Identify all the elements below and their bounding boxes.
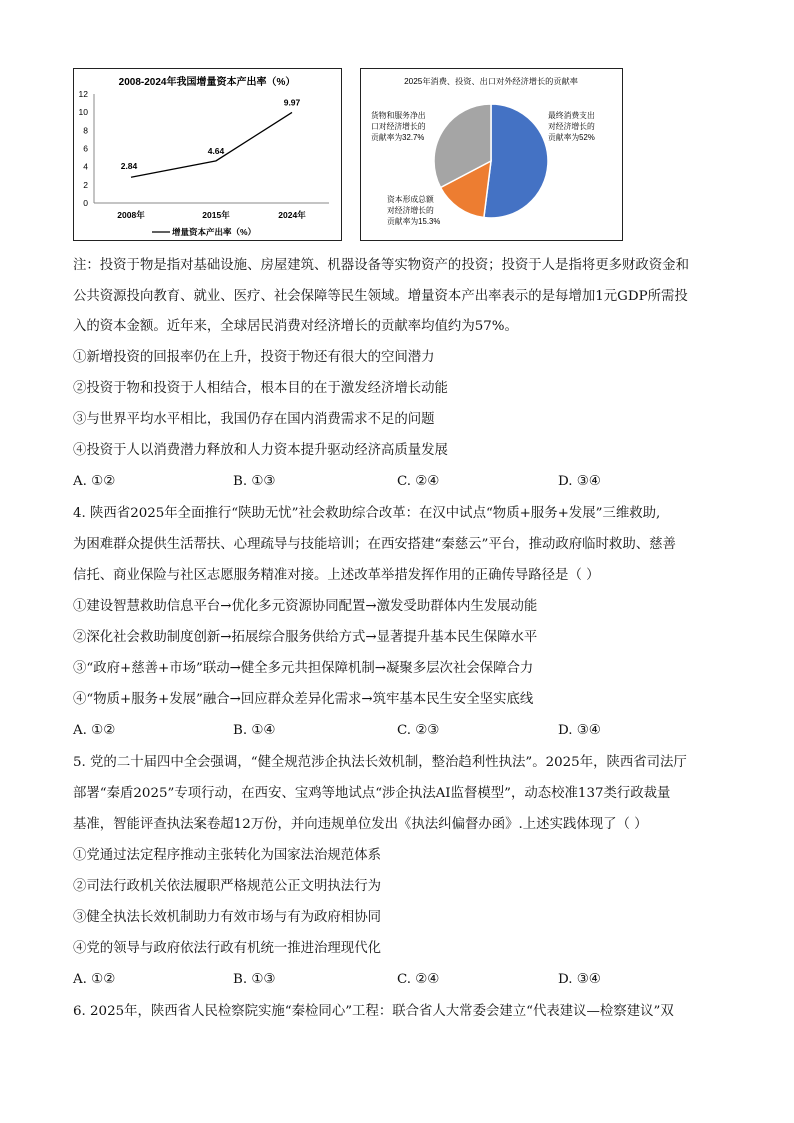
q5-statement-4: ④党的领导与政府依法行政有机统一推进治理现代化 <box>73 941 381 956</box>
y-tick-label: 4 <box>83 161 88 172</box>
slice-label-line: 贡献率为52% <box>548 133 595 142</box>
y-tick-label: 8 <box>83 125 88 136</box>
y-tick-label: 10 <box>78 107 88 118</box>
q4-stem-line-2: 为困难群众提供生活帮扶、心理疏导与技能培训；在西安搭建“秦慈云”平台，推动政府临时救助、慈善 <box>73 537 676 552</box>
q5-stem-line-3: 基准，智能评查执法案卷超12万份，并向违规单位发出《执法纠偏督办函》.上述实践体现了（ ） <box>73 817 648 832</box>
q4-statement-4: ④“物质+服务+发展”融合→回应群众差异化需求→筑牢基本民生安全坚实底线 <box>73 692 534 707</box>
q3-statement-3: ③与世界平均水平相比，我国仍存在国内消费需求不足的问题 <box>73 412 435 427</box>
q3-statement-1: ①新增投资的回报率仍在上升，投资于物还有很大的空间潜力 <box>73 350 435 365</box>
q3-option-b[interactable]: B. ①③ <box>233 474 276 489</box>
q4-option-a[interactable]: A. ①② <box>73 723 116 738</box>
slice-label-line: 货物和服务净出 <box>371 111 426 120</box>
q4-statement-3: ③“政府+慈善+市场”联动→健全多元共担保障机制→凝聚多层次社会保障合力 <box>73 661 534 676</box>
slice-label-line: 口对经济增长的 <box>371 122 426 131</box>
pie-chart-svg <box>361 69 622 240</box>
slice-label-line: 资本形成总额 <box>387 195 434 204</box>
q5-statement-2: ②司法行政机关依法履职严格规范公正文明执法行为 <box>73 879 381 894</box>
chart-contribution-to-growth <box>360 68 623 241</box>
slice-label-line: 贡献率为15.3% <box>387 217 441 226</box>
note-line-2: 公共资源投向教育、就业、医疗、社会保障等民生领域。增量资本产出率表示的是每增加1元GDP所需投 <box>73 289 688 304</box>
x-tick-label: 2024年 <box>278 210 306 220</box>
data-labels <box>121 97 301 171</box>
x-tick-label: 2008年 <box>117 210 145 220</box>
chart-title: 2008-2024年我国增量资本产出率（%） <box>118 77 296 88</box>
q5-stem-line-2: 部署“秦盾2025”专项行动，在西安、宝鸡等地试点“涉企执法AI监督模型”，动态校准137类行政裁量 <box>73 786 671 801</box>
q3-option-d[interactable]: D. ③④ <box>558 474 601 489</box>
q4-option-d[interactable]: D. ③④ <box>558 723 601 738</box>
q5-option-b[interactable]: B. ①③ <box>233 972 276 987</box>
x-tick-labels <box>117 210 306 220</box>
q4-option-b[interactable]: B. ①④ <box>233 723 276 738</box>
q3-statement-4: ④投资于人以消费潜力释放和人力资本提升驱动经济高质量发展 <box>73 443 448 458</box>
q3-option-c[interactable]: C. ②④ <box>397 474 440 489</box>
pie-slices <box>434 104 548 218</box>
slice-label-line: 贡献率为32.7% <box>371 133 425 142</box>
q4-statement-1: ①建设智慧救助信息平台→优化多元资源协同配置→激发受助群体内生发展动能 <box>73 599 538 614</box>
y-tick-label: 6 <box>83 143 88 154</box>
slice-label-line: 对经济增长的 <box>387 206 434 215</box>
slice-label-line: 最终消费支出 <box>548 111 595 120</box>
y-tick-label: 2 <box>83 179 88 190</box>
chart-title: 2025年消费、投资、出口对外经济增长的贡献率 <box>404 77 578 86</box>
note-line-1: 注：投资于物是指对基础设施、房屋建筑、机器设备等实物资产的投资；投资于人是指将更多财政资金和 <box>73 258 689 273</box>
q6-stem-line-1: 6. 2025年，陕西省人民检察院实施“秦检同心”工程：联合省人大常委会建立“代表建议—检察建议”双 <box>73 1004 674 1019</box>
data-label: 2.84 <box>120 161 138 172</box>
x-tick-label: 2015年 <box>202 210 230 220</box>
data-label: 9.97 <box>283 97 301 108</box>
q4-statement-2: ②深化社会救助制度创新→拓展综合服务供给方式→显著提升基本民生保障水平 <box>73 630 538 645</box>
legend-label: 增量资本产出率（%） <box>172 227 257 237</box>
q5-statement-3: ③健全执法长效机制助力有效市场与有为政府相协同 <box>73 910 381 925</box>
chart-incremental-capital-output-ratio <box>73 68 342 241</box>
series-line <box>131 112 292 177</box>
q5-option-a[interactable]: A. ①② <box>73 972 116 987</box>
q5-stem-line-1: 5. 党的二十届四中全会强调，“健全规范涉企执法长效机制，整治趋利性执法”。2025年，陕西省司法厅 <box>73 755 687 770</box>
q4-stem-line-1: 4. 陕西省2025年全面推行“陕助无忧”社会救助综合改革：在汉中试点“物质+服务+发展”三维救助, <box>73 506 661 521</box>
q5-statement-1: ①党通过法定程序推动主张转化为国家法治规范体系 <box>73 848 381 863</box>
note-line-3: 入的资本金额。近年来，全球居民消费对经济增长的贡献率均值约为57%。 <box>73 319 518 334</box>
y-tick-label: 0 <box>83 198 88 208</box>
y-tick-label: 12 <box>78 89 88 99</box>
line-chart-svg <box>74 69 341 240</box>
slice-label-line: 对经济增长的 <box>548 122 595 131</box>
q4-stem-line-3: 信托、商业保险与社区志愿服务精准对接。上述改革举措发挥作用的正确传导路径是（ ） <box>73 568 600 583</box>
q4-option-c[interactable]: C. ②③ <box>397 723 440 738</box>
pie-slice <box>484 104 548 218</box>
q5-option-d[interactable]: D. ③④ <box>558 972 601 987</box>
q3-option-a[interactable]: A. ①② <box>73 474 116 489</box>
data-label: 4.64 <box>207 145 225 156</box>
q5-option-c[interactable]: C. ②④ <box>397 972 440 987</box>
q3-statement-2: ②投资于物和投资于人相结合，根本目的在于激发经济增长动能 <box>73 381 448 396</box>
y-tick-labels <box>79 89 89 208</box>
